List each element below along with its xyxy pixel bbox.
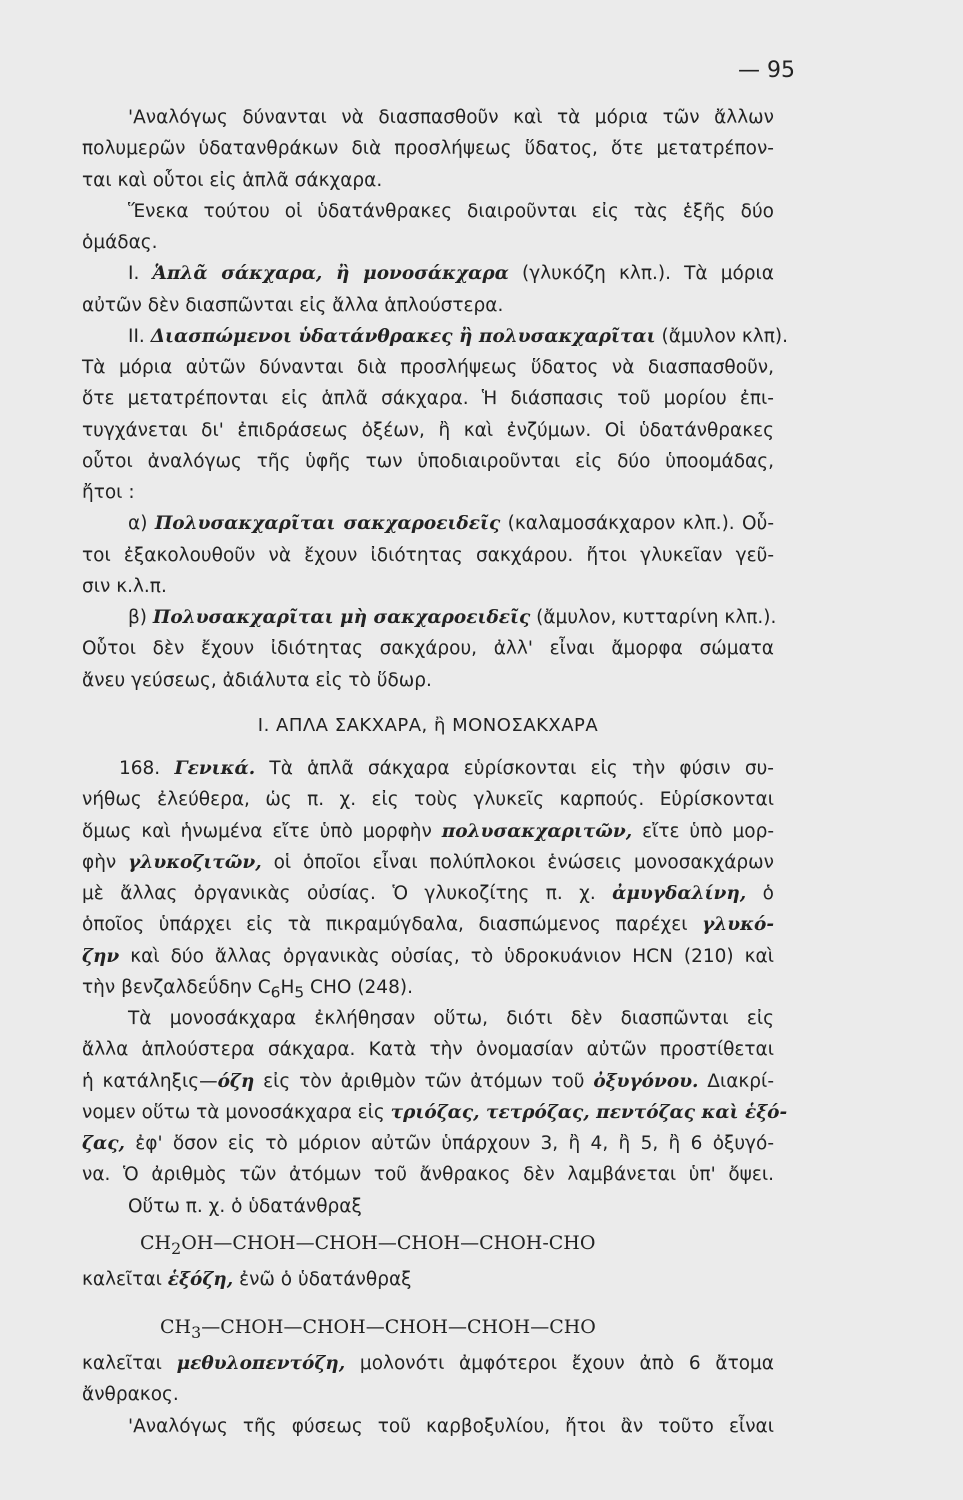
text-span: (ἄμυλον, κυτταρίνη κλπ.). — [536, 607, 777, 628]
emphasis: ζας, — [82, 1133, 125, 1154]
subgroup-term: Πολυσακχαρῖται σακχαροειδεῖς — [154, 513, 501, 535]
text-span: CHO (248). — [304, 976, 413, 998]
formula-part: —CHOH—CHOH—CHOH—CHOH—CHO — [201, 1316, 596, 1338]
text-span: οἱ ὁποῖοι εἶναι πολύπλοκοι ἑνώσεις μονοσακχάρων — [273, 851, 774, 873]
text-line — [82, 878, 774, 909]
formula-part: OH—CHOH—CHOH—CHOH—CHOH-CHO — [181, 1231, 596, 1254]
text-line: οὗτοι ἀναλόγως τῆς ὑφῆς των ὑποδιαιροῦνται εἰς δύο ὑποομάδας, — [82, 450, 774, 472]
text-span: Τὰ ἁπλᾶ σάκχαρα εὑρίσκονται εἰς τὴν φύσιν συ- — [269, 758, 774, 779]
text-line: ἄνθρακος. — [82, 1384, 179, 1406]
emphasis: τριόζας, τετρόζας, πεντόζας καὶ ἑξό- — [390, 1101, 788, 1123]
category-one-line — [82, 258, 774, 289]
subgroup-b-line — [82, 602, 777, 633]
formula-part: CH — [140, 1231, 172, 1254]
text-span: εἴτε ὑπὸ μορ- — [642, 820, 775, 842]
emphasis: ζην — [82, 945, 120, 967]
page-number: — 95 — [738, 58, 795, 83]
text-span: ὅμως καὶ ἡνωμένα εἴτε ὑπὸ μορφὴν — [82, 820, 432, 842]
subscript: 2 — [171, 1238, 182, 1258]
chemical-formula-hexose — [82, 1222, 774, 1264]
text-span: νομεν οὕτω τὰ μονοσάκχαρα εἰς — [82, 1101, 385, 1123]
section-title: Γενικά. — [174, 758, 256, 779]
text-span: ἐνῶ ὁ ὑδατάνθραξ — [239, 1268, 412, 1290]
subscript: 3 — [191, 1322, 202, 1342]
subgroup-term: Πολυσακχαρῖται μὴ σακχαροειδεῖς — [152, 607, 531, 628]
subgroup-a-line — [82, 508, 774, 539]
category-number: II. — [128, 325, 145, 347]
text-line — [82, 1128, 774, 1159]
text-span: (καλαμοσάκχαρον κλπ.). Οὗ- — [507, 513, 774, 535]
text-line — [82, 941, 774, 972]
text-line: 'Αναλόγως δύνανται νὰ διασπασθοῦν καὶ τὰ μόρια τῶν ἄλλων — [128, 107, 774, 128]
category-two-line — [82, 321, 788, 352]
text-line: τυγχάνεται δι' ἐπιδράσεως ὀξέων, ἢ καὶ ἐνζύμων. Οἱ ὑδατάνθρακες — [82, 419, 774, 441]
formula-part: CH — [160, 1316, 192, 1338]
category-term: Ἁπλᾶ σάκχαρα, ἢ μονοσάκχαρα — [152, 263, 509, 285]
emphasis: ἑξόζη, — [167, 1268, 234, 1290]
text-span: τὴν βενζαλδεΰδην C — [82, 976, 271, 998]
emphasis: ὀξυγόνου. — [593, 1070, 699, 1092]
text-span: H — [280, 976, 295, 998]
text-line: ὅτε μετατρέπονται εἰς ἁπλᾶ σάκχαρα. Ἡ διάσπασις τοῦ μορίου ἐπι- — [82, 388, 774, 410]
section-number: 168. — [119, 758, 161, 779]
emphasis: πολυσακχαριτῶν, — [441, 820, 633, 842]
text-line: τοι ἐξακολουθοῦν νὰ ἔχουν ἰδιότητας σακχάρου. ἤτοι γλυκεῖαν γεῦ- — [82, 544, 774, 566]
text-line: ἄλλα ἁπλούστερα σάκχαρα. Κατὰ τὴν ὀνομασίαν αὐτῶν προστίθεται — [82, 1039, 774, 1061]
text-line: Τὰ μόρια αὐτῶν δύνανται διὰ προσλήψεως ὕδατος νὰ διασπασθοῦν, — [82, 357, 774, 378]
text-line: πολυμερῶν ὑδατανθράκων διὰ προσλήψεως ὕδατος, ὅτε μετατρέπον- — [82, 138, 774, 160]
text-span: Διακρί- — [707, 1070, 774, 1092]
text-span: καλεῖται — [82, 1353, 162, 1374]
text-line — [82, 972, 774, 1003]
text-line: Ἕνεκα τούτου οἱ ὑδατάνθρακες διαιροῦνται εἰς τὰς ἑξῆς δύο — [128, 200, 774, 222]
chemical-formula-methylpentose — [82, 1306, 774, 1348]
text-span: μολονότι ἀμφότεροι ἔχουν ἀπὸ 6 ἄτομα — [359, 1353, 774, 1374]
text-line: Τὰ μονοσάκχαρα ἐκλήθησαν οὕτω, διότι δὲν διασπῶνται εἰς — [128, 1008, 774, 1029]
text-line: ἄνευ γεύσεως, ἀδιάλυτα εἰς τὸ ὕδωρ. — [82, 669, 432, 691]
category-term: Διασπώμενοι ὑδατάνθρακες ἢ πολυσακχαρῖται — [150, 325, 656, 347]
page-body — [82, 102, 788, 1442]
text-span: ὁποῖος ὑπάρχει εἰς τὰ πικραμύγδαλα, διασπώμενος παρέχει — [82, 914, 688, 936]
section-heading: I. ΑΠΛΑ ΣΑΚΧΑΡΑ, ἢ ΜΟΝΟΣΑΚΧΑΡΑ — [257, 714, 599, 736]
subgroup-letter: β) — [128, 607, 148, 628]
text-line — [82, 909, 774, 940]
text-line: ται καὶ οὗτοι εἰς ἁπλᾶ σάκχαρα. — [82, 169, 383, 191]
text-span: φὴν — [82, 851, 117, 873]
text-line — [82, 1066, 774, 1097]
emphasis: μεθυλοπεντόζη, — [176, 1353, 346, 1374]
text-span: ὁ — [762, 883, 774, 904]
text-line: να. Ὁ ἀριθμὸς τῶν ἀτόμων τοῦ ἄνθρακος δὲν λαμβάνεται ὑπ' ὄψει. — [82, 1164, 774, 1186]
text-span: εἰς τὸν ἀριθμὸν τῶν ἀτόμων τοῦ — [263, 1070, 585, 1092]
subscript: 6 — [270, 983, 281, 1002]
emphasis: γλυκό- — [702, 914, 774, 936]
text-line — [82, 1097, 788, 1128]
text-line: αὐτῶν δὲν διασπῶνται εἰς ἄλλα ἁπλούστερα. — [82, 294, 504, 316]
text-line: νήθως ἐλεύθερα, ὡς π. χ. εἰς τοὺς γλυκεῖς καρπούς. Εὑρίσκονται — [82, 789, 774, 811]
text-line — [82, 816, 774, 847]
text-line: Οὕτω π. χ. ὁ ὑδατάνθραξ — [128, 1195, 362, 1217]
text-span: (ἄμυλον κλπ). — [661, 325, 788, 347]
text-span: καὶ δύο ἄλλας ὀργανικὰς οὐσίας, τὸ ὑδροκυάνιον HCN (210) καὶ — [130, 945, 774, 967]
section-168-line — [82, 753, 774, 784]
text-line — [82, 1348, 774, 1379]
text-line: 'Αναλόγως τῆς φύσεως τοῦ καρβοξυλίου, ἤτοι ἂν τοῦτο εἶναι — [128, 1415, 774, 1437]
text-line — [82, 1264, 774, 1295]
text-line: σιν κ.λ.π. — [82, 575, 167, 597]
emphasis: ἀμυγδαλίνη, — [612, 883, 747, 904]
emphasis: όζη — [217, 1070, 255, 1092]
text-span: καλεῖται — [82, 1268, 162, 1290]
text-span: (γλυκόζη κλπ.). Τὰ μόρια — [522, 263, 774, 285]
text-span: ἐφ' ὅσον εἰς τὸ μόριον αὐτῶν ὑπάρχουν 3, ἢ 4, ἢ 5, ἢ 6 ὀξυγό- — [135, 1133, 774, 1154]
text-line: ὁμάδας. — [82, 232, 158, 253]
subgroup-letter: α) — [128, 513, 148, 535]
text-span: ἡ κατάληξις— — [82, 1070, 218, 1092]
category-number: I. — [128, 263, 140, 285]
text-span: μὲ ἄλλας ὀργανικὰς οὐσίας. Ὁ γλυκοζίτης π. χ. — [82, 883, 596, 904]
text-line: Οὗτοι δὲν ἔχουν ἰδιότητας σακχάρου, ἀλλ' εἶναι ἄμορφα σώματα — [82, 638, 774, 660]
subscript: 5 — [294, 983, 305, 1002]
emphasis: γλυκοζιτῶν, — [128, 851, 262, 873]
text-line: ἤτοι : — [82, 482, 135, 503]
text-line — [82, 847, 774, 878]
